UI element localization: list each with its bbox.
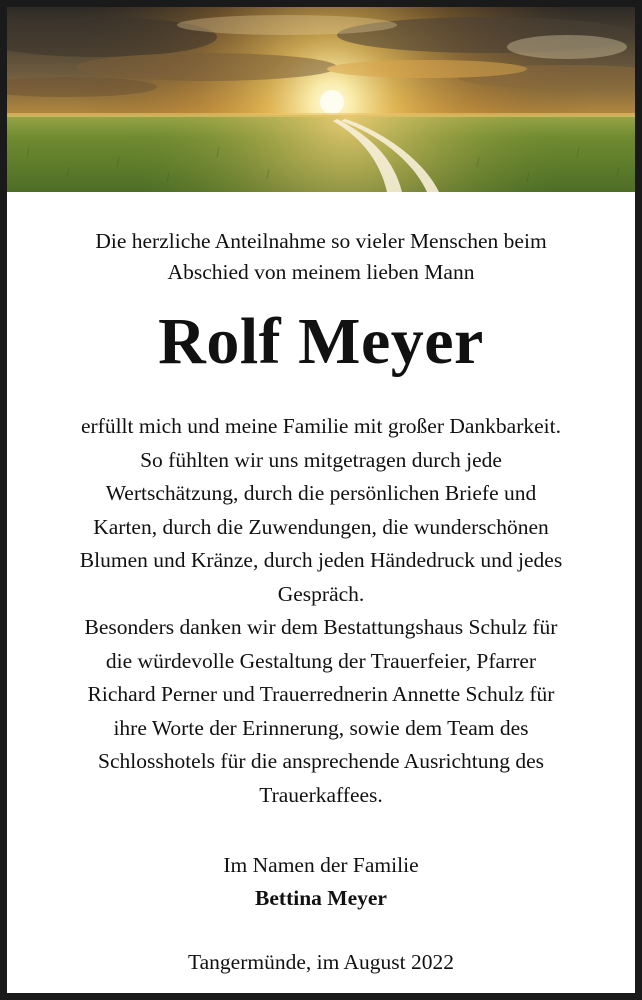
body-line: Blumen und Kränze, durch jeden Händedruck und jedes xyxy=(79,548,563,572)
notice-content xyxy=(7,226,635,978)
body-line: die würdevolle Gestaltung der Trauerfeier, Pfarrer xyxy=(105,648,537,673)
body-line: Karten, durch die Zuwendungen, die wunderschönen xyxy=(93,514,549,539)
body-line: Wertschätzung, durch die persönlichen Briefe und xyxy=(105,481,537,505)
intro-line: Abschied von meinem lieben Mann xyxy=(167,260,475,284)
place-date: Tangermünde, im August 2022 xyxy=(187,950,455,974)
body-line: erfüllt mich und meine Familie mit großer Dankbarkeit. xyxy=(80,414,562,438)
signer-name: Bettina Meyer xyxy=(255,886,387,910)
body-line: ihre Worte der Erinnerung, sowie dem Team des xyxy=(113,715,529,740)
intro-line: Die herzliche Anteilnahme so vieler Menschen beim xyxy=(95,229,547,253)
body-line: Trauerkaffees. xyxy=(259,782,383,807)
body-line: Gespräch. xyxy=(277,581,365,606)
family-intro: Im Namen der Familie xyxy=(223,853,419,877)
body-line: Besonders danken wir dem Bestattungshaus Schulz für xyxy=(84,615,558,639)
body-line: Richard Perner und Trauerrednerin Annette Schulz für xyxy=(87,682,555,706)
sunset-field-image xyxy=(7,7,635,192)
body-line: Schlosshotels für die ansprechende Ausrichtung des xyxy=(97,749,545,773)
intro-text xyxy=(17,226,625,288)
deceased-name: Rolf Meyer xyxy=(158,305,484,378)
body-line: So fühlten wir uns mitgetragen durch jede xyxy=(140,447,502,472)
thanks-text xyxy=(17,410,625,812)
